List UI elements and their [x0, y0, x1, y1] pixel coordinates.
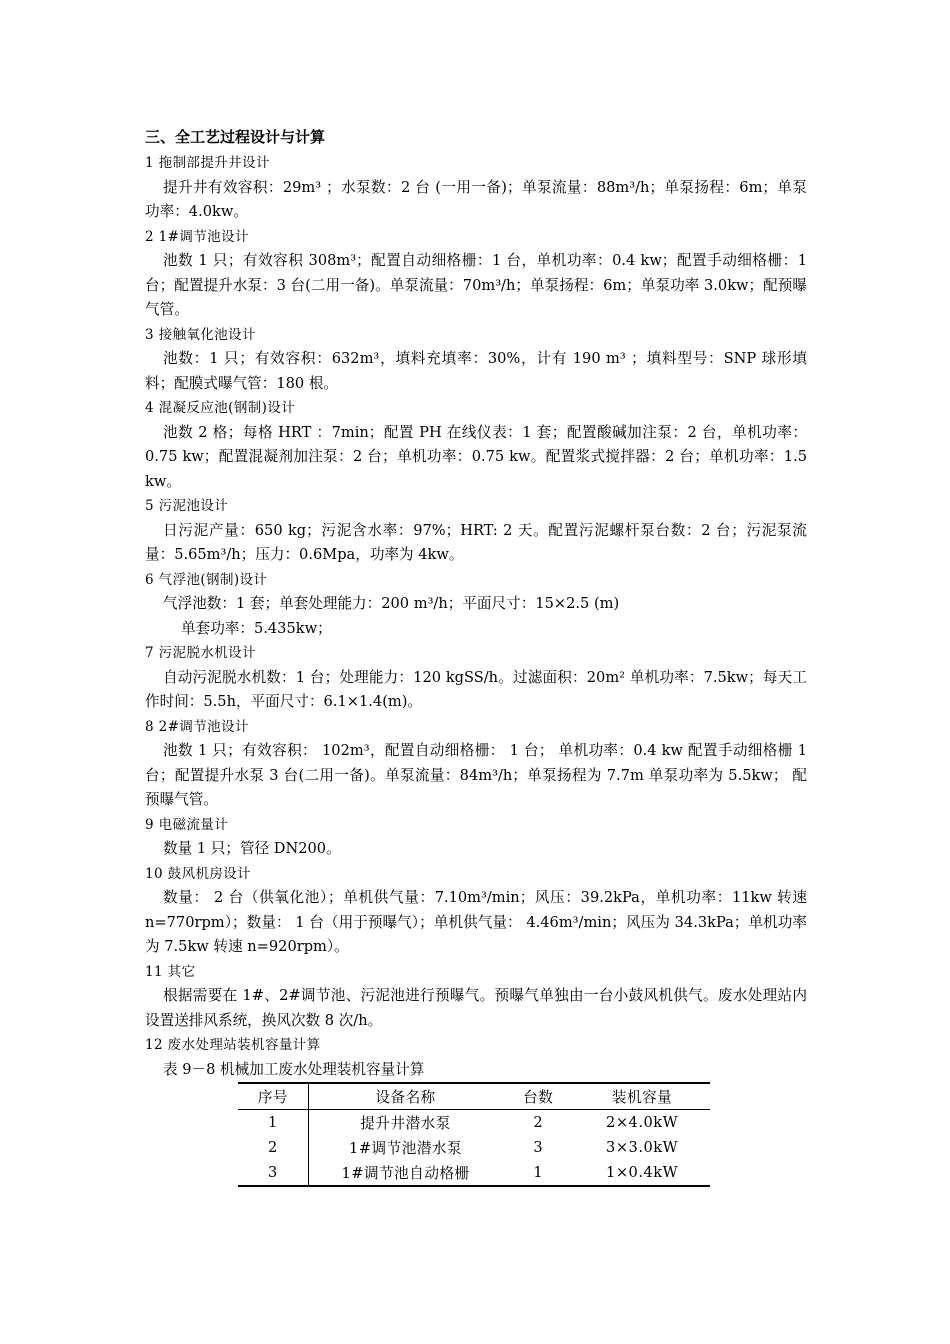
cell-equipment-name: 1#调节池自动格栅 [341, 1165, 470, 1182]
paragraph-8: 池数 1 只；有效容积： 102m³，配置自动细格栅： 1 台； 单机功率：0.4 kw 配置手动细格栅 1 台；配置提升水泵 3 台(二用一备)。单泵流量：84m³/h；单泵扬程为 7.7m 单泵功率为 5.5kw； 配预曝气管。 [145, 742, 807, 808]
cell-capacity: 2×4.0kW [606, 1114, 679, 1131]
paragraph-9: 数量 1 只；管径 DN200。 [163, 840, 341, 857]
cell-index: 1 [238, 1110, 308, 1136]
section-title: 三、全工艺过程设计与计算 [145, 128, 326, 146]
cell-equipment-name: 1#调节池潜水泵 [349, 1140, 463, 1157]
cell-count: 3 [533, 1139, 544, 1156]
cell-capacity: 3×3.0kW [606, 1139, 679, 1156]
heading-2: 2 1#调节池设计 [145, 228, 249, 245]
heading-5: 5 污泥池设计 [145, 498, 229, 514]
cell-capacity: 1×0.4kW [606, 1164, 679, 1181]
header-index: 序号 [238, 1083, 308, 1110]
paragraph-4: 池数 2 格；每格 HRT ：7min；配置 PH 在线仪表：1 套；配置酸碱加注泵：2 台，单机功率：0.75 kw；配置混凝剂加注泵：2 台；单机功率：0.75 kw。配置浆式搅拌器：2 台；单机功率：1.5 kw。 [145, 423, 807, 490]
paragraph-10: 数量： 2 台（供氧化池）；单机供气量：7.10m³/min；风压：39.2kPa，单机功率：11kw 转速 n=770rpm）；数量： 1 台（用于预曝气）；单机供气量： 4.46m³/min；风压为 34.3kPa；单机功率为 7.5kw 转速 n=920rpm）。 [145, 889, 807, 955]
paragraph-3: 池数：1 只；有效容积：632m³，填料充填率：30%，计有 190 m³ ；填料型号：SNP 球形填料；配膜式曝气管：180 根。 [145, 350, 807, 392]
table-row [238, 1160, 710, 1186]
heading-8: 8 2#调节池设计 [145, 718, 249, 735]
cell-index: 2 [238, 1135, 308, 1160]
paragraph-5: 日污泥产量：650 kg；污泥含水率：97%；HRT: 2 天。配置污泥螺杆泵台数：2 台；污泥泵流量：5.65m³/h；压力：0.6Mpa，功率为 4kw。 [145, 521, 807, 563]
cell-count: 1 [533, 1164, 544, 1181]
heading-9: 9 电磁流量计 [145, 816, 229, 833]
heading-6: 6 气浮池(钢制)设计 [145, 571, 268, 588]
paragraph-2: 池数 1 只；有效容积 308m³；配置自动细格栅：1 台，单机功率：0.4 kw；配置手动细格栅：1 台；配置提升水泵：3 台(二用一备)。单泵流量：70m³/h；单泵扬程：6m；单泵功率 3.0kw；配预曝气管。 [145, 252, 807, 318]
equipment-capacity-table [238, 1082, 710, 1187]
paragraph-11: 根据需要在 1#、2#调节池、污泥池进行预曝气。预曝气单独由一台小鼓风机供气。废水处理站内设置送排风系统，换风次数 8 次/h。 [145, 987, 807, 1029]
header-capacity: 装机容量 [611, 1089, 673, 1106]
paragraph-6: 气浮池数：1 套；单套处理能力：200 m³/h；平面尺寸：15×2.5 (m) [163, 595, 620, 612]
table-row [238, 1135, 710, 1160]
paragraph-7: 自动污泥脱水机数：1 台；处理能力：120 kgSS/h。过滤面积：20m² 单机功率：7.5kw；每天工作时间：5.5h，平面尺寸：6.1×1.4(m)。 [145, 668, 807, 710]
cell-count: 2 [533, 1114, 544, 1131]
table-row [238, 1110, 710, 1136]
cell-equipment-name: 提升井潜水泵 [360, 1115, 451, 1132]
heading-7: 7 污泥脱水机设计 [145, 645, 256, 661]
document-page [145, 126, 807, 1187]
header-equipment-name: 设备名称 [375, 1089, 436, 1106]
table-caption: 表 9－8 机械加工废水处理装机容量计算 [163, 1060, 425, 1078]
table-header-row [238, 1083, 710, 1110]
heading-12: 12 废水处理站装机容量计算 [145, 1037, 321, 1053]
header-count: 台数 [523, 1089, 554, 1106]
heading-10: 10 鼓风机房设计 [145, 865, 252, 882]
paragraph-1: 提升井有效容积：29m³ ；水泵数：2 台 (一用一备)；单泵流量：88m³/h；单泵扬程：6m；单泵功率：4.0kw。 [145, 178, 807, 220]
paragraph-6-continued: 单套功率：5.435kw； [181, 619, 332, 637]
heading-1: 1 拖制部提升井设计 [145, 155, 270, 171]
heading-11: 11 其它 [145, 963, 196, 980]
heading-4: 4 混凝反应池(钢制)设计 [145, 400, 296, 416]
heading-3: 3 接触氧化池设计 [145, 326, 256, 343]
cell-index: 3 [238, 1160, 308, 1186]
